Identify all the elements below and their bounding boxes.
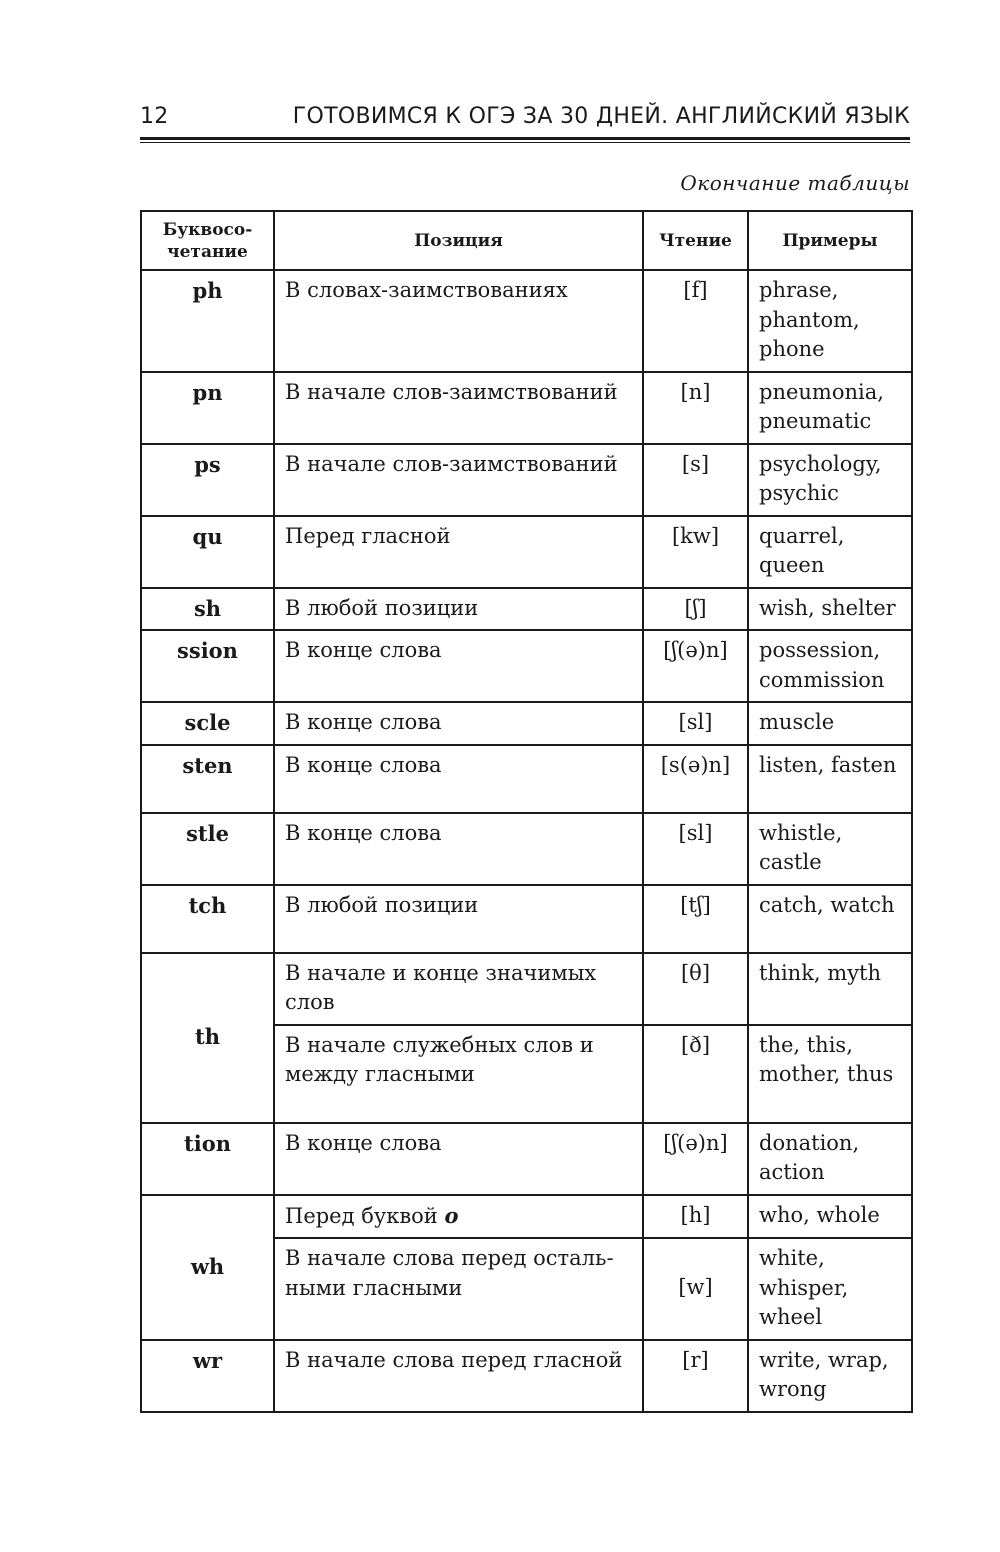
header-rule-thin — [140, 142, 910, 143]
header-combination: Буквосо- четание — [141, 211, 274, 270]
table-row — [141, 1123, 912, 1195]
table-row — [141, 953, 912, 1025]
examples-cell: wish, shelter — [748, 588, 912, 631]
examples-cell: phrase, phantom, phone — [748, 270, 912, 372]
reading-cell: [sl] — [643, 813, 748, 885]
combination-cell: wh — [141, 1195, 274, 1340]
reading-cell: [f] — [643, 270, 748, 372]
combination-cell: scle — [141, 702, 274, 745]
table-row — [141, 516, 912, 588]
combination-cell: ssion — [141, 630, 274, 702]
table-caption: Окончание таблицы — [680, 171, 910, 195]
table-row — [141, 372, 912, 444]
table-header-row — [141, 211, 912, 270]
examples-cell: possession, commission — [748, 630, 912, 702]
reading-cell: [s] — [643, 444, 748, 516]
combination-cell: tion — [141, 1123, 274, 1195]
position-cell: В конце слова — [274, 702, 643, 745]
position-cell: Перед буквой o — [274, 1195, 643, 1239]
reading-cell: [w] — [643, 1238, 748, 1340]
examples-cell: muscle — [748, 702, 912, 745]
table-row — [141, 270, 912, 372]
position-cell: В любой позиции — [274, 885, 643, 953]
position-cell: В конце слова — [274, 813, 643, 885]
table-row — [141, 1340, 912, 1412]
reading-cell: [θ] — [643, 953, 748, 1025]
combination-cell: wr — [141, 1340, 274, 1412]
position-cell: В любой позиции — [274, 588, 643, 631]
table-row — [141, 702, 912, 745]
combination-cell: tch — [141, 885, 274, 953]
position-cell: В конце слова — [274, 630, 643, 702]
combination-cell: th — [141, 953, 274, 1123]
position-cell: В начале слова перед осталь-ными гласными — [274, 1238, 643, 1340]
page-number: 12 — [140, 104, 169, 129]
combination-cell: pn — [141, 372, 274, 444]
table-row — [141, 813, 912, 885]
examples-cell: write, wrap, wrong — [748, 1340, 912, 1412]
examples-cell: quarrel, queen — [748, 516, 912, 588]
combination-cell: sh — [141, 588, 274, 631]
reading-cell: [tʃ] — [643, 885, 748, 953]
header-examples: Примеры — [748, 211, 912, 270]
combination-cell: sten — [141, 745, 274, 813]
position-cell: Перед гласной — [274, 516, 643, 588]
reading-cell: [ʃ(ə)n] — [643, 630, 748, 702]
header-position: Позиция — [274, 211, 643, 270]
reading-cell: [sl] — [643, 702, 748, 745]
header-reading: Чтение — [643, 211, 748, 270]
examples-cell: who, whole — [748, 1195, 912, 1239]
header-rule-thick — [140, 137, 910, 140]
position-cell: В начале слов-заимствований — [274, 372, 643, 444]
position-cell: В начале слова перед гласной — [274, 1340, 643, 1412]
examples-cell: the, this, mother, thus — [748, 1025, 912, 1123]
table-row — [141, 630, 912, 702]
examples-cell: catch, watch — [748, 885, 912, 953]
reading-cell: [ʃ] — [643, 588, 748, 631]
examples-cell: pneumonia, pneumatic — [748, 372, 912, 444]
examples-cell: donation, action — [748, 1123, 912, 1195]
reading-cell: [n] — [643, 372, 748, 444]
letter-combinations-table — [140, 210, 913, 1413]
table-row — [141, 444, 912, 516]
examples-cell: white, whisper, wheel — [748, 1238, 912, 1340]
position-cell: В словах-заимствованиях — [274, 270, 643, 372]
table-row — [141, 1195, 912, 1239]
table-row — [141, 745, 912, 813]
table-row — [141, 588, 912, 631]
reading-cell: [h] — [643, 1195, 748, 1239]
reading-cell: [r] — [643, 1340, 748, 1412]
emphasized-letter: o — [444, 1202, 459, 1228]
combination-cell: ph — [141, 270, 274, 372]
book-title: ГОТОВИМСЯ К ОГЭ ЗА 30 ДНЕЙ. АНГЛИЙСКИЙ ЯЗЫК — [292, 104, 910, 129]
reading-cell: [ʃ(ə)n] — [643, 1123, 748, 1195]
examples-cell: whistle, castle — [748, 813, 912, 885]
examples-cell: listen, fasten — [748, 745, 912, 813]
combination-cell: ps — [141, 444, 274, 516]
position-cell: В начале служебных слов и между гласными — [274, 1025, 643, 1123]
examples-cell: psychology, psychic — [748, 444, 912, 516]
table-row — [141, 885, 912, 953]
position-cell: В начале слов-заимствований — [274, 444, 643, 516]
combination-cell: qu — [141, 516, 274, 588]
position-cell: В конце слова — [274, 1123, 643, 1195]
reading-cell: [ð] — [643, 1025, 748, 1123]
reading-cell: [s(ə)n] — [643, 745, 748, 813]
reading-cell: [kw] — [643, 516, 748, 588]
combination-cell: stle — [141, 813, 274, 885]
examples-cell: think, myth — [748, 953, 912, 1025]
position-cell: В конце слова — [274, 745, 643, 813]
running-header — [140, 104, 910, 134]
position-cell: В начале и конце значимых слов — [274, 953, 643, 1025]
